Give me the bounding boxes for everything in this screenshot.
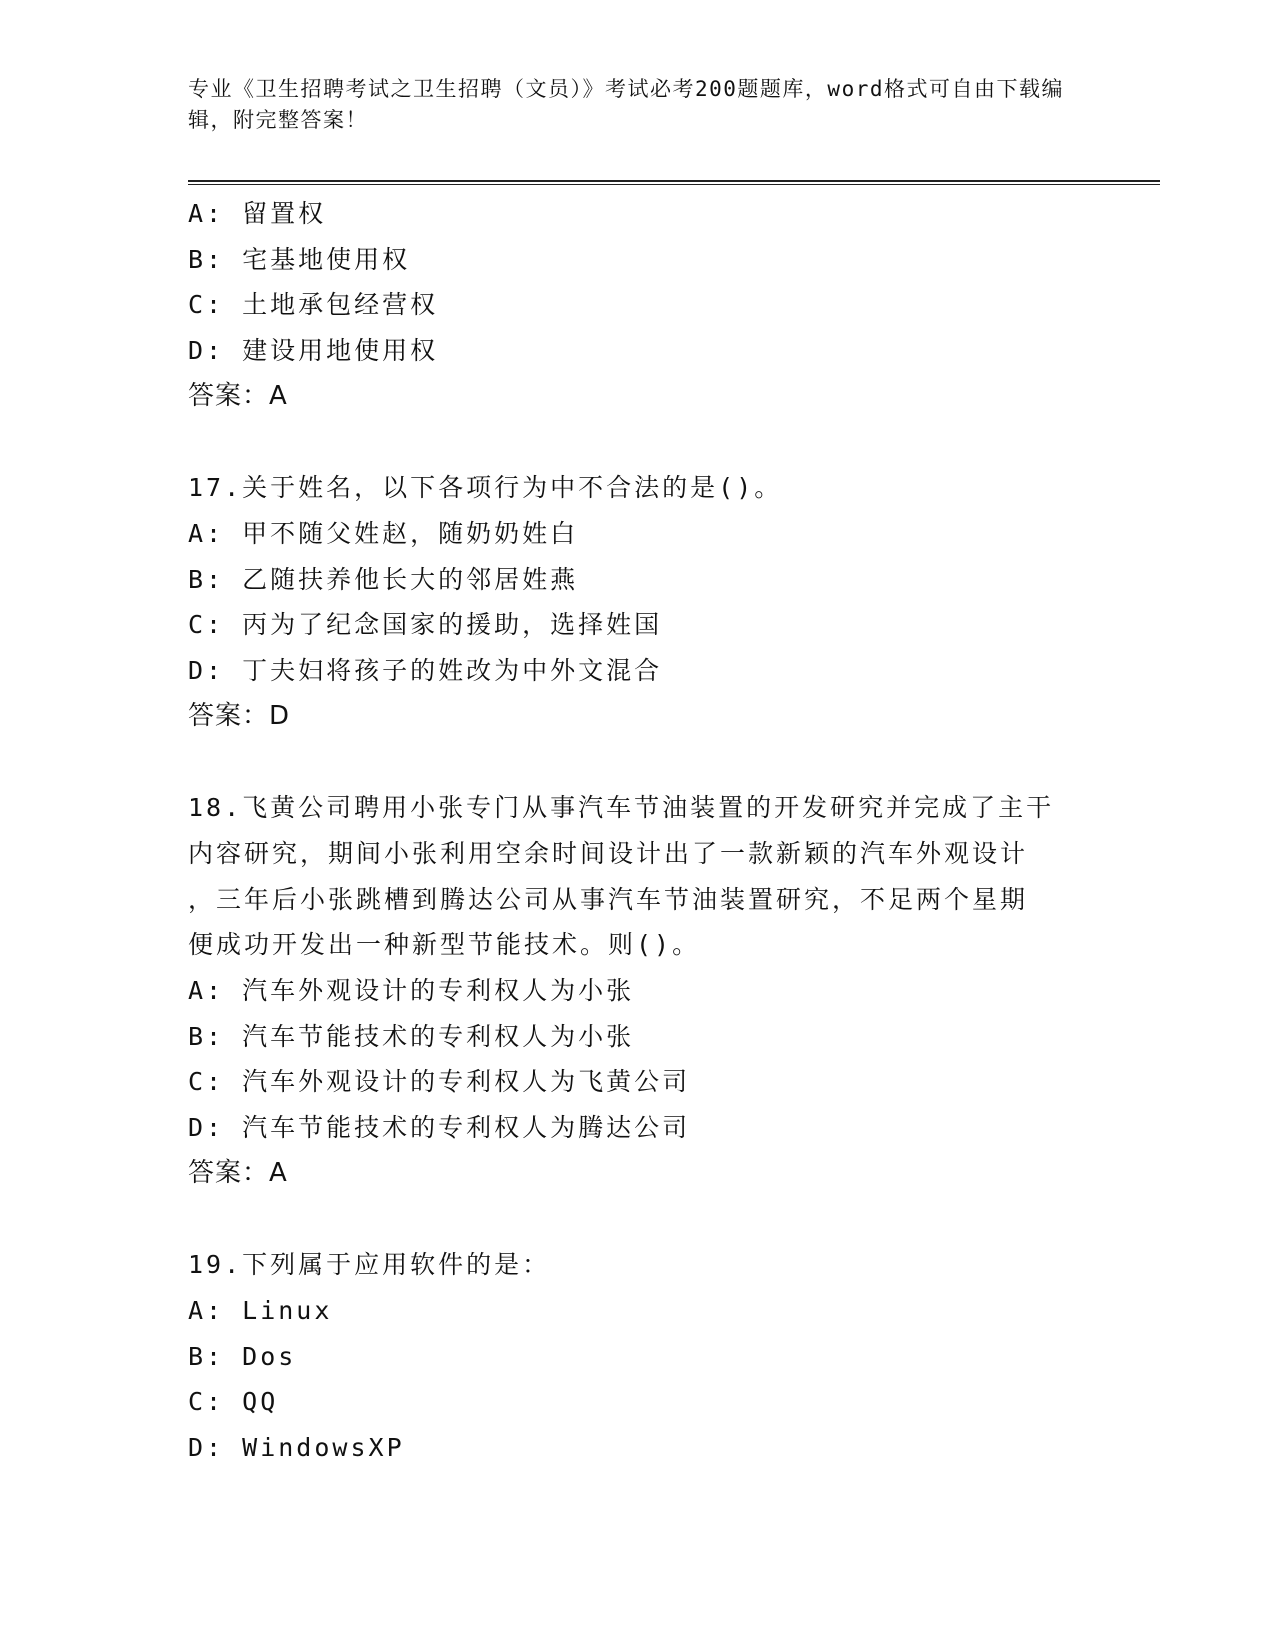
question-stem-line: ，三年后小张跳槽到腾达公司从事汽车节油装置研究，不足两个星期 [188, 884, 1029, 914]
header-rule-bottom [188, 184, 1160, 185]
option-a: A: Linux [188, 1295, 333, 1325]
question-spacer [188, 739, 1088, 785]
question-stem-line: 18.飞黄公司聘用小张专门从事汽车节油装置的开发研究并完成了主干 [188, 793, 1055, 823]
option-c: C: 丙为了纪念国家的援助，选择姓国 [188, 610, 663, 640]
question-17 [188, 465, 1088, 739]
question-list [188, 191, 1088, 1471]
option-d: D: 建设用地使用权 [188, 336, 439, 366]
question-stem: 19.下列属于应用软件的是： [188, 1250, 551, 1280]
option-c: C: 土地承包经营权 [188, 290, 439, 320]
answer-line: 答案：A [188, 1157, 288, 1188]
question-19 [188, 1242, 1088, 1471]
option-a: A: 甲不随父姓赵，随奶奶姓白 [188, 518, 579, 548]
question-stem-line: 内容研究，期间小张利用空余时间设计出了一款新颖的汽车外观设计 [188, 838, 1029, 868]
answer-line: 答案：A [188, 380, 288, 411]
option-d: D: 汽车节能技术的专利权人为腾达公司 [188, 1113, 691, 1143]
option-d: D: WindowsXP [188, 1432, 405, 1462]
option-b: B: 乙随扶养他长大的邻居姓燕 [188, 564, 579, 594]
question-spacer [188, 1196, 1088, 1242]
question-spacer [188, 420, 1088, 466]
document-header: 专业《卫生招聘考试之卫生招聘（文员）》考试必考200题题库，word格式可自由下载编辑，附完整答案！ [188, 77, 1064, 132]
question-stem: 17.关于姓名，以下各项行为中不合法的是()。 [188, 473, 783, 503]
question-stem-line: 便成功开发出一种新型节能技术。则()。 [188, 930, 701, 960]
header-rule-top [188, 180, 1160, 182]
option-b: B: Dos [188, 1341, 297, 1371]
question-18 [188, 785, 1088, 1196]
option-a: A: 留置权 [188, 199, 327, 228]
option-b: B: 宅基地使用权 [188, 244, 411, 274]
option-a: A: 汽车外观设计的专利权人为小张 [188, 975, 635, 1005]
option-c: C: 汽车外观设计的专利权人为飞黄公司 [188, 1067, 691, 1097]
option-d: D: 丁夫妇将孩子的姓改为中外文混合 [188, 656, 663, 686]
option-c: C: QQ [188, 1387, 279, 1417]
answer-line: 答案：D [188, 700, 291, 731]
option-b: B: 汽车节能技术的专利权人为小张 [188, 1021, 635, 1051]
question-16 [188, 191, 1088, 420]
